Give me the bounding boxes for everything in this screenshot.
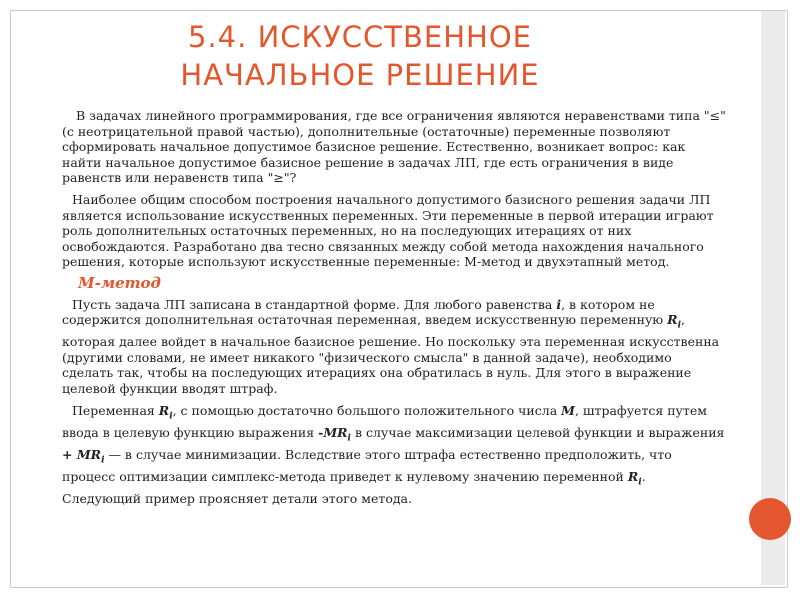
subheading-m-method: М-метод	[78, 273, 161, 292]
title-line-1: 5.4. ИСКУССТВЕННОЕ	[188, 20, 532, 54]
slide-body	[62, 108, 726, 513]
paragraph-1: В задачах линейного программирования, где все ограничения являются неравенствами типа "≤" (с неотрицательной правой частью), дополнительные (остаточные) переменные позволяют сформировать начальное допустимое базисное решение. Естественно, возникает вопрос: как найти начальное допустимое базисное решение в задачах ЛП, где есть ограничения в виде равенств или неравенств типа "≥"?	[62, 108, 726, 186]
title-line-2: НАЧАЛЬНОЕ РЕШЕНИЕ	[180, 58, 540, 92]
slide-title	[60, 18, 660, 94]
paragraph-3: Пусть задача ЛП записана в стандартной форме. Для любого равенства i, в котором не содержится дополнительная остаточная переменная, введем искусственную переменную $R_i$, которая далее войдет в начальное базисное решение. Но поскольку эта переменная искусственна (другими словами, не имеет никакого "физического смысла" в данной задаче), необходимо сделать так, чтобы на последующих итерациях она обратилась в нуль. Для этого в выражение целевой функции вводят штраф.	[62, 296, 720, 396]
paragraph-2: Наиболее общим способом построения начального допустимого базисного решения задачи ЛП является использование искусственных переменных. Эти переменные в первой итерации играют роль дополнительных остаточных переменных, но на последующих итерациях от них освобождаются. Разработано два тесно связанных между собой метода нахождения начального решения, которые используют искусственные переменные: М-метод и двухэтапный метод.	[62, 191, 714, 270]
paragraph-4: Переменная $R_i$, с помощью достаточно большого положительного числа M, штрафуется путем ввода в целевую функцию выражения $-MR_i$ в случае максимизации целевой функции и выражения + $MR_i$ — в случае минимизации. Вследствие этого штрафа естественно предположить, что процесс оптимизации симплекс-метода приведет к нулевому значению переменной $R_i$. Следующий пример проясняет детали этого метода.	[62, 402, 725, 506]
decorative-circle	[749, 498, 791, 540]
